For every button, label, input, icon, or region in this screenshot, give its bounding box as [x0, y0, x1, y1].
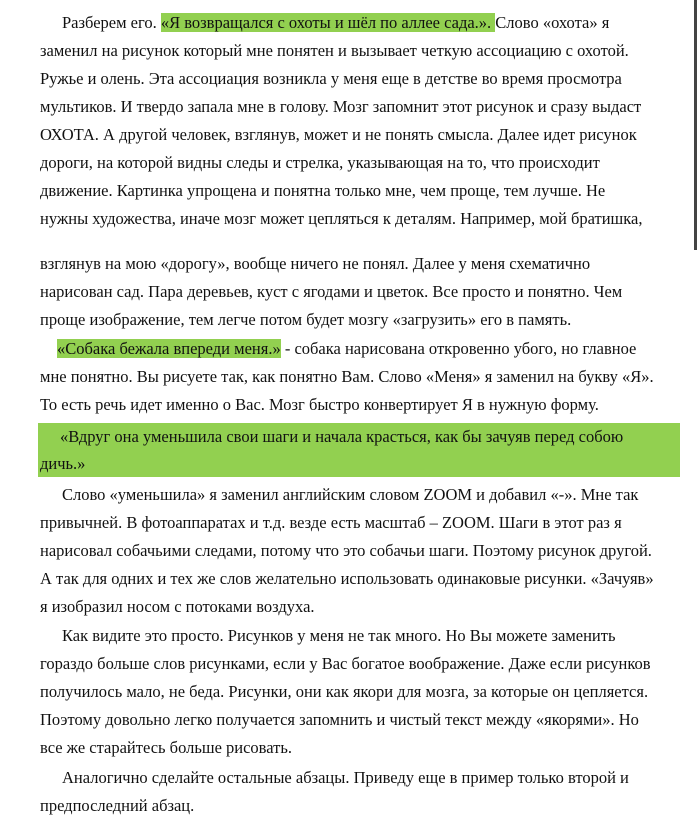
- page-edge-line: [694, 0, 697, 250]
- paragraph-5-line-4: Поэтому довольно легко получается запомнить и чистый текст между «якорями». Но: [40, 710, 639, 729]
- paragraph-2-line-3: То есть речь идет именно о Вас. Мозг быстро конвертирует Я в нужную форму.: [40, 395, 599, 414]
- paragraph-5-line-3: получилось мало, не беда. Рисунки, они как якори для мозга, за которые он цепляется.: [40, 682, 649, 701]
- highlighted-quote-hunting: «Я возвращался с охоты и шёл по аллее сада.».: [160, 13, 496, 32]
- paragraph-1-line-5: ОХОТА. А другой человек, взглянув, может и не понять смысла. Далее идет рисунок: [40, 125, 637, 144]
- paragraph-4-line-1: Слово «уменьшила» я заменил английским словом ZOOM и добавил «-». Мне так: [62, 485, 639, 504]
- paragraph-2-line-1: [57, 335, 680, 363]
- paragraph-6-line-1: Аналогично сделайте остальные абзацы. Приведу еще в пример только второй и: [62, 768, 629, 787]
- paragraph-1-line-11: проще изображение, тем легче потом будет мозгу «загрузить» его в память.: [40, 310, 572, 329]
- paragraph-4-line-5: я изобразил носом с потоками воздуха.: [40, 597, 315, 616]
- paragraph-4-line-3: нарисовал собачьими следами, потому что это собачьи шаги. Поэтому рисунок другой.: [40, 541, 652, 560]
- highlighted-quote-block: [38, 423, 680, 477]
- paragraph-5-line-5: все же старайтесь больше рисовать.: [40, 738, 293, 757]
- paragraph-1-line-10: нарисован сад. Пара деревьев, куст с ягодами и цветок. Все просто и понятно. Чем: [40, 282, 623, 301]
- paragraph-1-line-8: нужны художества, иначе мозг может цепляться к деталям. Например, мой братишка,: [40, 209, 643, 228]
- paragraph-5-line-2: гораздо больше слов рисунками, если у Вас богатое воображение. Даже если рисунков: [40, 654, 651, 673]
- paragraph-1-line-1: [62, 9, 680, 37]
- paragraph-1-line-3: Ружье и олень. Эта ассоциация возникла у меня еще в детстве во время просмотра: [40, 69, 622, 88]
- paragraph-4-line-4: А так для одних и тех же слов желательно использовать одинаковые рисунки. «Зачуяв»: [40, 569, 654, 588]
- paragraph-6-line-2: предпоследний абзац.: [40, 796, 195, 815]
- paragraph-1-line-9: взглянув на мою «дорогу», вообще ничего не понял. Далее у меня схематично: [40, 254, 591, 273]
- paragraph-2-tail: - собака нарисована откровенно убого, но главное: [280, 339, 637, 358]
- paragraph-1-line-4: мультиков. И твердо запала мне в голову. Мозг запомнит этот рисунок и сразу выдаст: [40, 97, 642, 116]
- paragraph-1-intro: Разберем его.: [62, 13, 161, 32]
- paragraph-1-tail: Слово «охота» я: [495, 13, 610, 32]
- paragraph-1-line-6: дороги, на которой видны следы и стрелка, указывающая на то, что происходит: [40, 153, 600, 172]
- paragraph-3-line-1: «Вдруг она уменьшила свои шаги и начала красться, как бы зачуяв перед собою: [60, 427, 624, 446]
- paragraph-4-line-2: привычней. В фотоаппаратах и т.д. везде есть масштаб – ZOOM. Шаги в этот раз я: [40, 513, 622, 532]
- paragraph-2-line-2: мне понятно. Вы рисуете так, как понятно Вам. Слово «Меня» я заменил на букву «Я».: [40, 367, 654, 386]
- paragraph-3-line-2: дичь.»: [40, 454, 86, 473]
- highlighted-quote-dog: «Собака бежала впереди меня.»: [57, 339, 281, 358]
- paragraph-1-line-2: заменил на рисунок который мне понятен и вызывает четкую ассоциацию с охотой.: [40, 41, 629, 60]
- paragraph-5-line-1: Как видите это просто. Рисунков у меня не так много. Но Вы можете заменить: [62, 626, 616, 645]
- paragraph-1-line-7: движение. Картинка упрощена и понятна только мне, чем проще, тем лучше. Не: [40, 181, 606, 200]
